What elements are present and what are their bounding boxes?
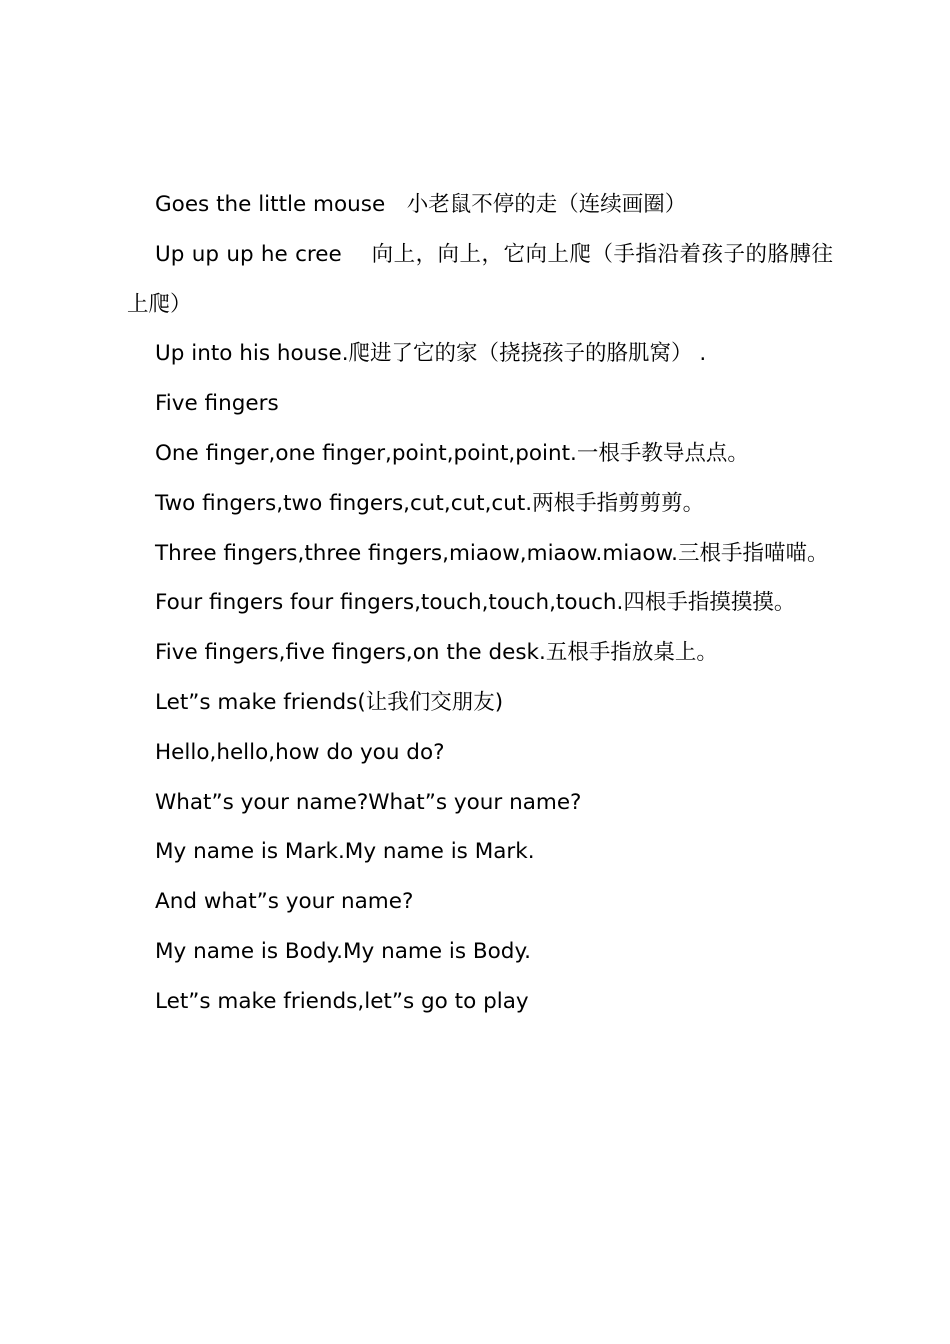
document-body	[127, 180, 833, 1027]
paragraph: Up into his house.爬进了它的家（挠挠孩子的胳肌窝） .	[155, 341, 707, 367]
paragraph: Five fingers	[155, 391, 279, 417]
paragraph: Three fingers,three fingers,miaow,miaow.miaow.三根手指喵喵。	[155, 540, 829, 566]
paragraph: My name is Mark.My name is Mark.	[155, 839, 535, 865]
paragraph: Five fingers,five fingers,on the desk.五根手指放桌上。	[155, 640, 718, 666]
paragraph: One finger,one finger,point,point,point.一根手教导点点。	[155, 440, 749, 466]
paragraph: What”s your name?What”s your name?	[155, 789, 582, 815]
paragraph: Hello,hello,how do you do?	[155, 739, 445, 765]
paragraph: My name is Body.My name is Body.	[155, 938, 531, 964]
paragraph: Goes the little mouse 小老鼠不停的走（连续画圈）	[155, 192, 687, 217]
paragraph: Four fingers four fingers,touch,touch,touch.四根手指摸摸摸。	[155, 590, 796, 616]
paragraph: Up up up he cree 向上，向上，它向上爬（手指沿着孩子的胳膊往上爬）	[127, 241, 833, 317]
paragraph: And what”s your name?	[155, 889, 414, 915]
paragraph: Let”s make friends(让我们交朋友)	[155, 689, 504, 715]
paragraph: Let”s make friends,let”s go to play	[155, 988, 529, 1014]
paragraph: Two fingers,two fingers,cut,cut,cut.两根手指剪剪剪。	[155, 490, 705, 516]
